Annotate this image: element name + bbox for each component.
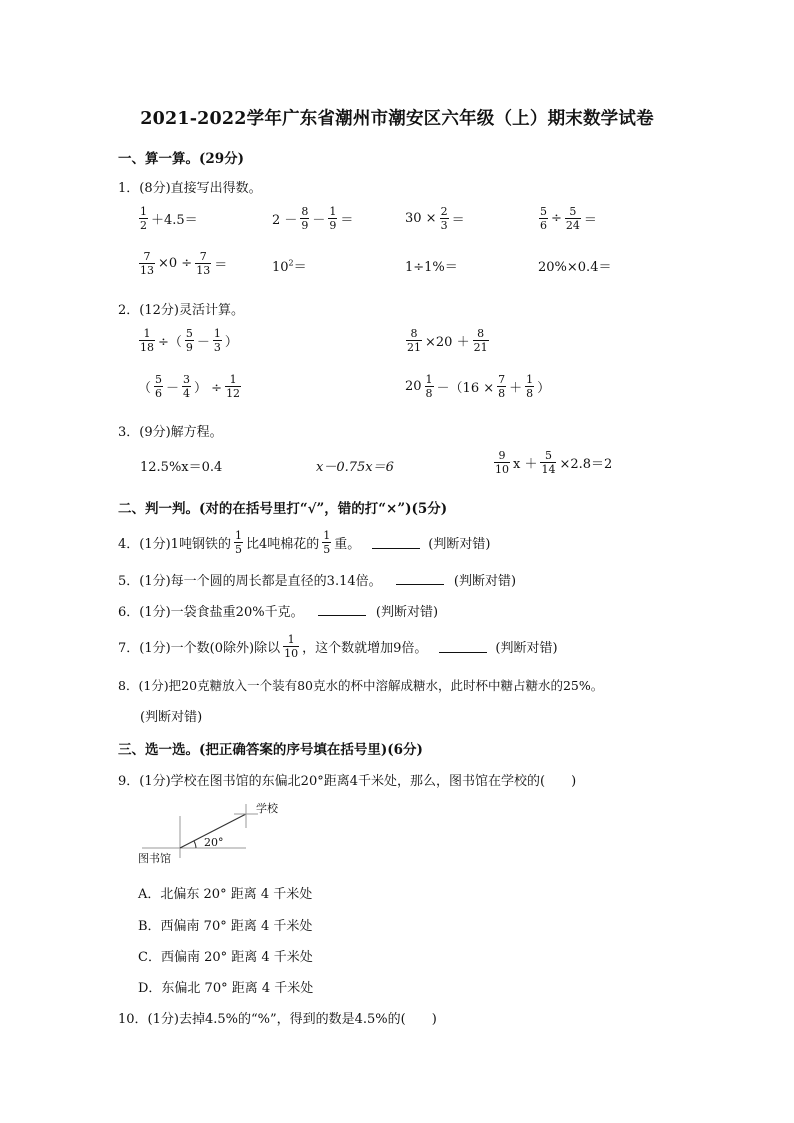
denominator: 24	[565, 219, 580, 232]
numerator: 1	[526, 373, 534, 386]
q1-item-2	[272, 205, 353, 232]
numerator: 7	[498, 373, 506, 386]
question-8-hint: (判断对错)	[140, 710, 203, 725]
question-5	[118, 570, 516, 589]
fraction	[283, 633, 299, 660]
denominator: 10	[284, 647, 299, 660]
denominator: 13	[196, 264, 211, 277]
numerator: 1	[213, 327, 221, 340]
expr-text: ×2.8＝2	[559, 457, 613, 472]
denominator: 5	[323, 543, 331, 556]
question-8: 8．(1分)把20克糖放入一个装有80克水的杯中溶解成糖水，此时杯中糖占糖水的25%。	[118, 678, 604, 693]
answer-blank[interactable]	[318, 603, 366, 616]
numerator: 1	[234, 529, 242, 542]
denominator: 9	[329, 219, 337, 232]
numerator: 5	[185, 327, 193, 340]
fraction	[540, 449, 556, 476]
denominator: 8	[425, 387, 433, 400]
answer-blank[interactable]	[439, 640, 487, 653]
q2-expr-1	[138, 327, 238, 354]
expr-text: x ＋	[513, 457, 538, 472]
fraction	[182, 373, 191, 400]
denominator: 21	[407, 341, 421, 354]
fraction	[234, 529, 243, 556]
q2-expr-2	[405, 327, 490, 354]
fraction	[154, 373, 163, 400]
numerator: 1	[329, 205, 337, 218]
question-hint: (判断对错)	[375, 605, 439, 620]
question-1-heading: 1．(8分)直接写出得数。	[118, 181, 262, 196]
fraction	[213, 327, 222, 354]
denominator: 18	[140, 341, 154, 354]
denominator: 9	[301, 219, 309, 232]
expr-text: ＝	[214, 258, 228, 273]
question-3-heading: 3．(9分)解方程。	[118, 425, 223, 440]
q1-item-7: 1÷1%＝	[405, 260, 458, 275]
numerator: 1	[425, 373, 433, 386]
denominator: 2	[140, 219, 147, 232]
q3-equation-1: 12.5%x＝0.4	[140, 460, 223, 475]
question-text: 7．(1分)一个数(0除外)除以	[118, 641, 281, 656]
answer-blank[interactable]	[372, 536, 420, 549]
expr-text: －	[196, 335, 210, 350]
numerator: 3	[183, 373, 191, 386]
expr-text: ＝	[583, 213, 597, 228]
numerator: 1	[323, 529, 331, 542]
numerator: 1	[229, 373, 237, 386]
numerator: 9	[498, 449, 506, 462]
q1-item-5	[138, 250, 227, 277]
fraction	[139, 250, 155, 277]
section-heading-3: 三、选一选。(把正确答案的序号填在括号里)(6分)	[118, 742, 423, 758]
fraction	[425, 373, 434, 400]
question-9: 9．(1分)学校在图书馆的东偏北20°距离4千米处，那么，图书馆在学校的( )	[118, 774, 577, 789]
fraction	[565, 205, 581, 232]
q2-expr-4	[405, 373, 550, 400]
fraction	[185, 327, 194, 354]
fraction	[225, 373, 241, 400]
expr-text: ＝	[451, 213, 465, 228]
expr-text: ）	[224, 335, 238, 350]
numerator: 7	[143, 250, 151, 263]
fraction	[473, 327, 489, 354]
question-6	[118, 601, 438, 620]
numerator: 5	[569, 205, 577, 218]
library-label: 图书馆	[138, 852, 171, 865]
q1-item-6	[272, 256, 307, 275]
numerator: 5	[155, 373, 163, 386]
numerator: 8	[301, 205, 309, 218]
expr-text: ＝	[340, 213, 354, 228]
mixed-whole: 20	[405, 379, 422, 394]
numerator: 1	[140, 205, 147, 218]
numerator: 8	[410, 327, 418, 340]
question-hint: (判断对错)	[495, 641, 558, 656]
expr-text: ×0 ÷	[158, 256, 193, 271]
fraction	[300, 205, 309, 232]
numerator: 1	[143, 327, 151, 340]
expr-text: ）	[537, 381, 551, 396]
denominator: 3	[213, 341, 221, 354]
question-text: 6．(1分)一袋食盐重20%千克。	[118, 605, 304, 620]
question-4	[118, 529, 490, 556]
option-c[interactable]: C．西偏南 20° 距离 4 千米处	[138, 950, 313, 965]
fraction	[497, 373, 506, 400]
question-hint: (判断对错)	[428, 537, 491, 552]
fraction	[525, 373, 534, 400]
denominator: 6	[155, 387, 163, 400]
option-d[interactable]: D．东偏北 70° 距离 4 千米处	[138, 981, 314, 996]
q3-equation-3	[493, 449, 612, 476]
numerator: 8	[477, 327, 485, 340]
power-base: 10	[272, 260, 289, 275]
numerator: 2	[440, 205, 448, 218]
angle-label: 20°	[204, 836, 224, 849]
denominator: 5	[234, 543, 242, 556]
denominator: 4	[183, 387, 191, 400]
expr-text: 30 ×	[405, 211, 437, 226]
denominator: 9	[185, 341, 193, 354]
answer-blank[interactable]	[396, 572, 444, 585]
numerator: 7	[199, 250, 207, 263]
expr-text: －	[166, 381, 180, 396]
denominator: 14	[541, 463, 556, 476]
question-text: 4．(1分)1吨钢铁的	[118, 537, 231, 552]
question-text: 比4吨棉花的	[245, 537, 320, 552]
fraction	[195, 250, 211, 277]
denominator: 12	[226, 387, 241, 400]
school-label: 学校	[256, 802, 278, 815]
denominator: 10	[495, 463, 509, 476]
q1-item-1	[138, 205, 198, 232]
expr-text: ） ÷	[194, 381, 223, 396]
denominator: 8	[498, 387, 506, 400]
fraction	[322, 529, 331, 556]
fraction	[494, 449, 510, 476]
option-b[interactable]: B．西偏南 70° 距离 4 千米处	[138, 919, 313, 934]
fraction	[328, 205, 337, 232]
q2-expr-3	[138, 373, 242, 400]
power-exponent: 2	[288, 258, 294, 268]
q3-equation-2: x－0.75x＝6	[316, 460, 394, 475]
fraction	[440, 205, 449, 232]
q1-item-4	[538, 205, 597, 232]
denominator: 13	[140, 264, 154, 277]
expr-text: －	[312, 213, 326, 228]
expr-text: －（16 ×	[436, 381, 495, 396]
section-heading-1: 一、算一算。(29分)	[118, 151, 245, 167]
angle-arc	[194, 841, 196, 848]
numerator: 1	[287, 633, 295, 646]
q1-item-3	[405, 205, 465, 232]
q1-item-8: 20%×0.4＝	[538, 260, 612, 275]
expr-text: （	[138, 381, 152, 396]
denominator: 6	[540, 219, 547, 232]
direction-figure	[134, 798, 304, 868]
denominator: 3	[440, 219, 448, 232]
expr-text: ×20 ＋	[425, 335, 470, 350]
fraction	[406, 327, 422, 354]
expr-text: ＋4.5＝	[151, 213, 198, 228]
fraction	[539, 205, 548, 232]
numerator: 5	[544, 449, 552, 462]
expr-text: ＝	[293, 260, 307, 275]
question-10: 10．(1分)去掉4.5%的“%”，得到的数是4.5%的( )	[118, 1012, 437, 1027]
question-text: 重。	[334, 537, 361, 552]
expr-text: ÷	[551, 211, 562, 226]
section-heading-2: 二、判一判。(对的在括号里打“√”，错的打“×”)(5分)	[118, 501, 448, 517]
question-2-heading: 2．(12分)灵活计算。	[118, 303, 244, 318]
page-title: 2021-2022学年广东省潮州市潮安区六年级（上）期末数学试卷	[140, 109, 654, 129]
option-a[interactable]: A．北偏东 20° 距离 4 千米处	[138, 887, 313, 902]
denominator: 8	[526, 387, 534, 400]
question-7	[118, 633, 558, 660]
question-text: ，这个数就增加9倍。	[302, 641, 428, 656]
question-text: 5．(1分)每一个圆的周长都是直径的3.14倍。	[118, 574, 382, 589]
fraction	[139, 327, 155, 354]
numerator: 5	[540, 205, 547, 218]
denominator: 21	[473, 341, 488, 354]
expr-text: ＋	[509, 381, 523, 396]
fraction	[139, 205, 148, 232]
expr-text: ÷（	[158, 335, 182, 350]
question-hint: (判断对错)	[453, 574, 517, 589]
expr-text: 2 －	[272, 213, 298, 228]
